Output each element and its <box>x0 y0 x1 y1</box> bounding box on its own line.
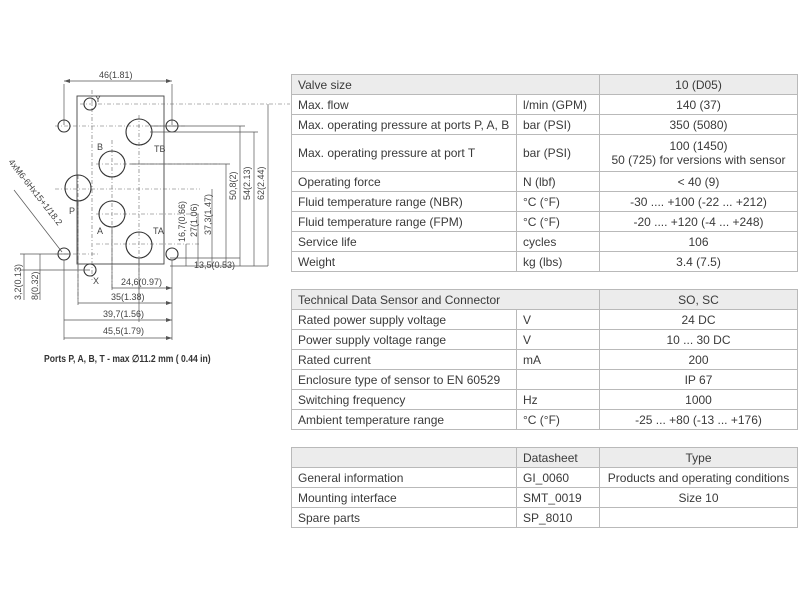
row-label: Max. operating pressure at port T <box>292 135 517 172</box>
row-unit: °C (°F) <box>517 212 600 232</box>
dim-24-6: 24,6(0.97) <box>121 277 163 287</box>
row-type: Size 10 <box>600 488 798 508</box>
table-row <box>292 488 798 508</box>
row-unit: N (lbf) <box>517 172 600 192</box>
dim-37-3: 37,3(1.47) <box>203 193 213 235</box>
table-row <box>292 390 798 410</box>
row-value: 140 (37) <box>600 95 798 115</box>
row-value: 350 (5080) <box>600 115 798 135</box>
row-label: Spare parts <box>292 508 517 528</box>
dim-54: 54(2.13) <box>242 166 252 200</box>
row-value: 1000 <box>600 390 798 410</box>
row-unit: °C (°F) <box>517 410 600 430</box>
sensor-spec-table <box>291 289 798 430</box>
row-label: Service life <box>292 232 517 252</box>
row-unit: kg (lbs) <box>517 252 600 272</box>
table-row <box>292 310 798 330</box>
row-value: 10 ... 30 DC <box>600 330 798 350</box>
row-unit: °C (°F) <box>517 192 600 212</box>
row-label: Max. operating pressure at ports P, A, B <box>292 115 517 135</box>
dim-62: 62(2.44) <box>256 166 266 200</box>
row-value-line-2: 50 (725) for versions with sensor <box>611 153 786 167</box>
dim-35: 35(1.38) <box>111 292 145 302</box>
table-row <box>292 212 798 232</box>
table-row <box>292 410 798 430</box>
row-unit: cycles <box>517 232 600 252</box>
row-value: 3.4 (7.5) <box>600 252 798 272</box>
row-label: Ambient temperature range <box>292 410 517 430</box>
row-value-line-1: 100 (1450) <box>669 139 728 153</box>
row-value: 200 <box>600 350 798 370</box>
table-row <box>292 508 798 528</box>
row-value: IP 67 <box>600 370 798 390</box>
row-label: Rated power supply voltage <box>292 310 517 330</box>
row-unit: V <box>517 310 600 330</box>
table-header-row <box>292 290 798 310</box>
row-label: Mounting interface <box>292 488 517 508</box>
row-label: Weight <box>292 252 517 272</box>
row-unit: mA <box>517 350 600 370</box>
table-row <box>292 172 798 192</box>
row-label: Switching frequency <box>292 390 517 410</box>
thread-callout: 4xM6-6Hx15+1/18.2 <box>6 157 65 228</box>
table-row <box>292 350 798 370</box>
row-datasheet: SP_8010 <box>517 508 600 528</box>
row-label: Enclosure type of sensor to EN 60529 <box>292 370 517 390</box>
valve-spec-table <box>291 74 798 272</box>
row-label: Fluid temperature range (NBR) <box>292 192 517 212</box>
row-label: Power supply voltage range <box>292 330 517 350</box>
table-header-row <box>292 448 798 468</box>
header-datasheet: Datasheet <box>517 448 600 468</box>
header-label: Valve size <box>292 75 600 95</box>
row-unit: bar (PSI) <box>517 115 600 135</box>
row-label: Max. flow <box>292 95 517 115</box>
row-value: -30 .... +100 (-22 ... +212) <box>600 192 798 212</box>
dim-13-5: 13,5(0.53) <box>194 260 236 270</box>
row-value: 24 DC <box>600 310 798 330</box>
table-row <box>292 115 798 135</box>
row-unit: V <box>517 330 600 350</box>
table-row <box>292 192 798 212</box>
port-y-label: Y <box>95 94 102 104</box>
port-tb-label: TB <box>154 144 166 154</box>
row-label: General information <box>292 468 517 488</box>
row-value <box>600 135 798 172</box>
row-unit: bar (PSI) <box>517 135 600 172</box>
dim-39-7: 39,7(1.56) <box>103 309 145 319</box>
dim-3-2: 3,2(0.13) <box>13 263 23 300</box>
row-type: Products and operating conditions <box>600 468 798 488</box>
header-type: Type <box>600 448 798 468</box>
port-ta-label: TA <box>153 226 164 236</box>
row-datasheet: SMT_0019 <box>517 488 600 508</box>
row-label: Rated current <box>292 350 517 370</box>
row-unit: Hz <box>517 390 600 410</box>
row-value: 106 <box>600 232 798 252</box>
row-type <box>600 508 798 528</box>
port-tb-circle <box>126 119 152 145</box>
table-row <box>292 95 798 115</box>
port-b-label: B <box>97 142 104 152</box>
table-row <box>292 370 798 390</box>
mounting-interface-drawing <box>0 0 290 600</box>
row-label: Operating force <box>292 172 517 192</box>
row-unit: l/min (GPM) <box>517 95 600 115</box>
dim-50-8: 50,8(2) <box>228 171 238 200</box>
table-row <box>292 252 798 272</box>
dim-16-7: 16,7(0.66) <box>177 200 187 242</box>
port-x-label: X <box>93 276 100 286</box>
table-row <box>292 232 798 252</box>
row-datasheet: GI_0060 <box>517 468 600 488</box>
dim-27: 27(1.06) <box>189 203 199 237</box>
header-value: SO, SC <box>600 290 798 310</box>
port-a-label: A <box>97 226 104 236</box>
table-row <box>292 330 798 350</box>
port-p-label: P <box>69 206 76 216</box>
ports-caption: Ports P, A, B, T - max ∅11.2 mm ( 0.44 in) <box>44 354 211 365</box>
row-value: -25 ... +80 (-13 ... +176) <box>600 410 798 430</box>
header-value: 10 (D05) <box>600 75 798 95</box>
header-label: Technical Data Sensor and Connector <box>292 290 600 310</box>
dim-45-5: 45,5(1.79) <box>103 326 145 336</box>
row-value: < 40 (9) <box>600 172 798 192</box>
row-value: -20 .... +120 (-4 ... +248) <box>600 212 798 232</box>
dim-top-label: 46(1.81) <box>99 70 133 80</box>
header-label <box>292 448 517 468</box>
table-row <box>292 135 798 172</box>
table-row <box>292 468 798 488</box>
row-label: Fluid temperature range (FPM) <box>292 212 517 232</box>
documents-table <box>291 447 798 528</box>
table-header-row <box>292 75 798 95</box>
dim-8: 8(0.32) <box>30 271 40 300</box>
row-unit <box>517 370 600 390</box>
